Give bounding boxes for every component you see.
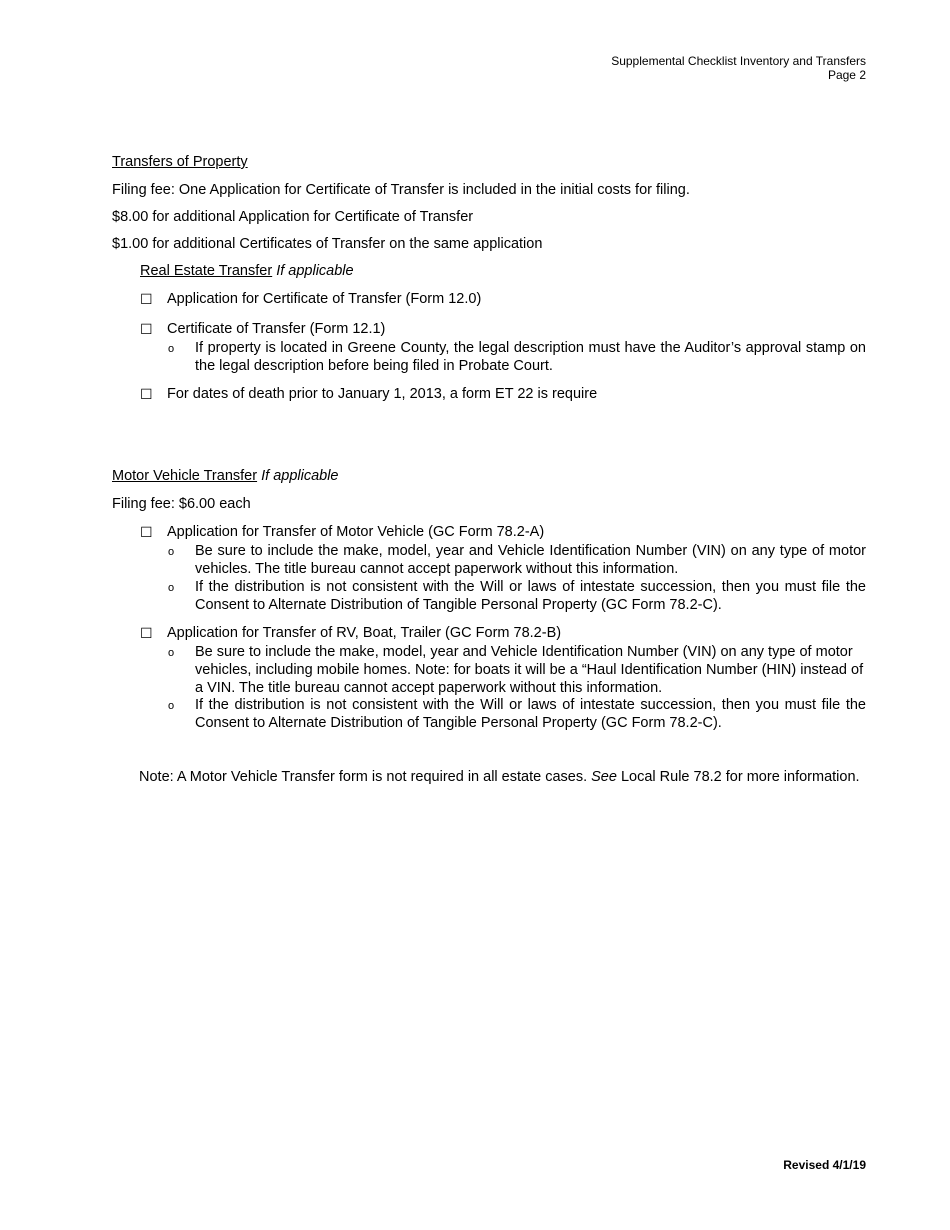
checklist-item: Application for Transfer of RV, Boat, Trailer (GC Form 78.2-B): [167, 625, 562, 641]
note-see: See: [591, 769, 617, 785]
checklist-item: Certificate of Transfer (Form 12.1): [167, 321, 386, 337]
sub-item-text: If property is located in Greene County, the legal description must have the Auditor’s approval stamp on the legal description before being filed in Probate Court.: [195, 340, 866, 374]
section-heading-transfers: Transfers of Property: [112, 154, 248, 170]
sub-item-text: Be sure to include the make, model, year and Vehicle Identification Number (VIN) on any type of motor vehicles, including mobile homes. Note: for boats it will be a “Haul Identification Number (HIN) instead of a VIN. The title bureau cannot accept paperwork without this information.: [195, 644, 864, 696]
checklist-item: Application for Certificate of Transfer (Form 12.0): [167, 291, 482, 307]
sub-item-text: If the distribution is not consistent with the Will or laws of intestate succession, then you must file the Consent to Alternate Distribution of Tangible Personal Property (GC Form 78.2-C).: [195, 697, 866, 731]
motor-vehicle-filing-fee: Filing fee: $6.00 each: [112, 496, 251, 512]
note-paragraph: [139, 768, 866, 786]
bullet-icon: o: [168, 546, 175, 558]
document-title: Supplemental Checklist Inventory and Transfers: [611, 54, 866, 68]
checkbox-icon[interactable]: ☐: [140, 524, 153, 540]
bullet-icon: o: [168, 700, 175, 712]
checkbox-icon[interactable]: ☐: [140, 386, 153, 402]
subsection-heading-real-estate: [140, 262, 354, 280]
fee-additional-application: $8.00 for additional Application for Certificate of Transfer: [112, 209, 474, 225]
motor-vehicle-heading: Motor Vehicle Transfer: [112, 468, 258, 484]
checklist-item: For dates of death prior to January 1, 2013, a form ET 22 is require: [167, 386, 598, 402]
page-header: [611, 54, 866, 82]
real-estate-heading: Real Estate Transfer: [140, 263, 273, 279]
page-number: Page 2: [827, 68, 866, 82]
real-estate-qualifier: If applicable: [276, 263, 354, 279]
checkbox-icon[interactable]: ☐: [140, 625, 153, 641]
sub-item-text: Be sure to include the make, model, year and Vehicle Identification Number (VIN) on any type of motor vehicles. The title bureau cannot accept paperwork without this information.: [195, 543, 866, 577]
revised-date: Revised 4/1/19: [783, 1158, 866, 1172]
sub-item-text: If the distribution is not consistent with the Will or laws of intestate succession, then you must file the Consent to Alternate Distribution of Tangible Personal Property (GC Form 78.2-C).: [195, 579, 866, 613]
note-text: Note: A Motor Vehicle Transfer form is not required in all estate cases.: [139, 769, 592, 785]
filing-fee-text: Filing fee: One Application for Certificate of Transfer is included in the initial costs for filing.: [112, 182, 690, 198]
bullet-icon: o: [168, 647, 175, 659]
motor-vehicle-qualifier: If applicable: [261, 468, 339, 484]
section-heading-motor-vehicle: [112, 467, 339, 485]
checkbox-icon[interactable]: ☐: [140, 321, 153, 337]
bullet-icon: o: [168, 343, 175, 355]
fee-additional-certificates: $1.00 for additional Certificates of Transfer on the same application: [112, 236, 543, 252]
checklist-item: Application for Transfer of Motor Vehicle (GC Form 78.2-A): [167, 524, 545, 540]
checkbox-icon[interactable]: ☐: [140, 291, 153, 307]
bullet-icon: o: [168, 582, 175, 594]
note-rule: Local Rule 78.2 for more information.: [616, 769, 860, 785]
